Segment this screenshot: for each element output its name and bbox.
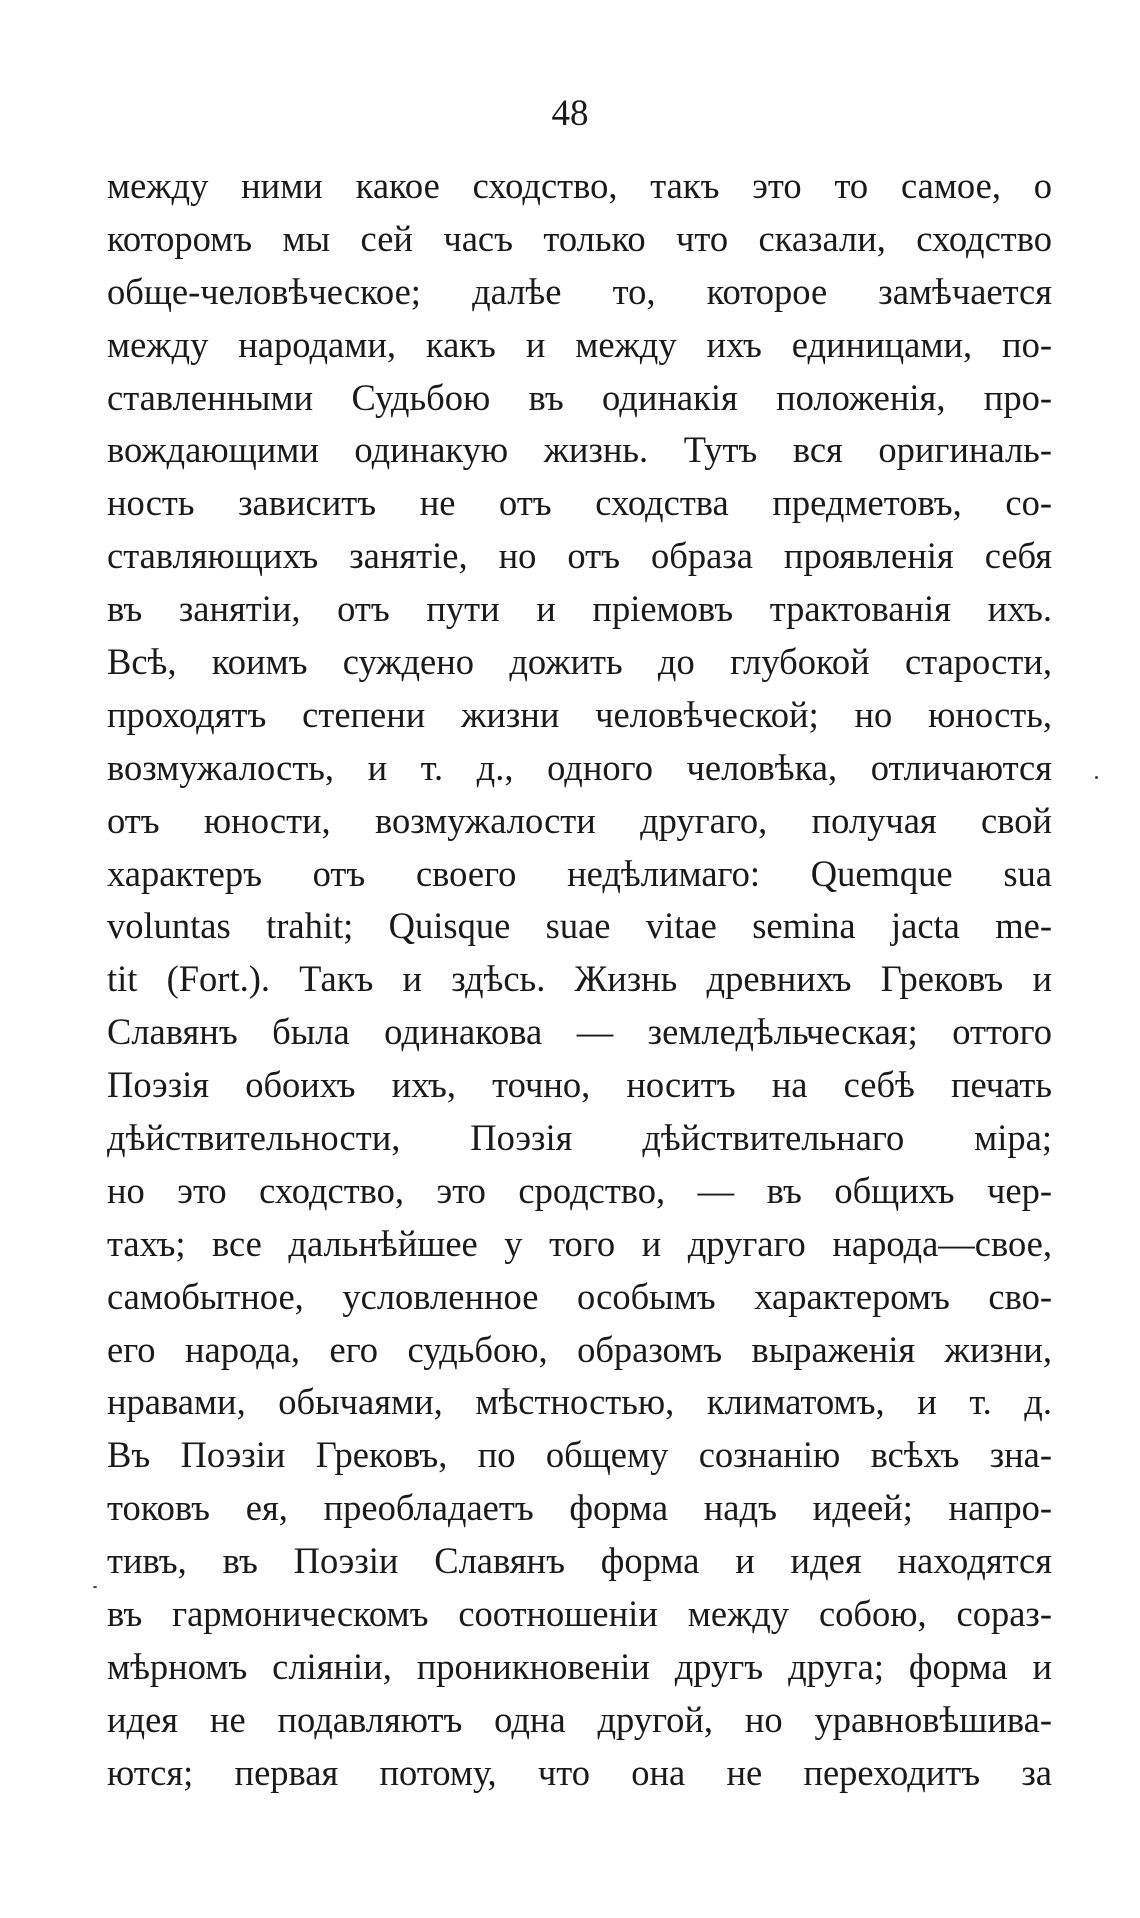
text-line: между ними какое сходство, такъ это то самое, о bbox=[107, 165, 1052, 206]
text-line: проходятъ степени жизни человѣческой; но юность, bbox=[107, 693, 1052, 735]
text-line: обще-человѣческое; далѣе то, которое замѣчается bbox=[107, 270, 1052, 312]
text-line: Всѣ, коимъ суждено дожить до глубокой старости, bbox=[107, 641, 1052, 683]
text-line: самобытное, условленное особымъ характеромъ сво- bbox=[107, 1275, 1052, 1317]
page-number: 48 bbox=[551, 93, 589, 134]
text-line: между народами, какъ и между ихъ единицами, по- bbox=[107, 323, 1052, 365]
print-speck bbox=[1095, 776, 1098, 779]
text-line: токовъ ея, преобладаетъ форма надъ идеей; напро- bbox=[107, 1487, 1052, 1529]
text-line: tit (Fort.). Такъ и здѣсь. Жизнь древнихъ Грековъ и bbox=[107, 958, 1052, 1000]
text-line: его народа, его судьбою, образомъ выраженія жизни, bbox=[107, 1328, 1052, 1370]
text-line: идея не подавляютъ одна другой, но уравновѣшива- bbox=[107, 1698, 1052, 1740]
text-line: возмужалость, и т. д., одного человѣка, отличаются bbox=[107, 746, 1052, 788]
text-line: ются; первая потому, что она не переходитъ за bbox=[107, 1751, 1052, 1793]
text-line: Славянъ была одинакова — земледѣльческая; оттого bbox=[107, 1011, 1052, 1053]
text-line: характеръ отъ своего недѣлимаго: Quemque sua bbox=[107, 852, 1052, 894]
print-speck bbox=[93, 1586, 97, 1588]
text-line: отъ юности, возмужалости другаго, получая свой bbox=[107, 799, 1052, 841]
text-line: voluntas trahit; Quisque suae vitae semina jacta me- bbox=[107, 905, 1052, 947]
text-line: ность зависитъ не отъ сходства предметовъ, со- bbox=[107, 482, 1052, 524]
text-line: тахъ; все дальнѣйшее у того и другаго народа—свое, bbox=[107, 1222, 1052, 1264]
text-line: но это сходство, это сродство, — въ общихъ чер- bbox=[107, 1169, 1052, 1211]
text-line: дѣйствительности, Поэзія дѣйствительнаго міра; bbox=[107, 1117, 1052, 1159]
text-line: тивъ, въ Поэзіи Славянъ форма и идея находятся bbox=[107, 1540, 1052, 1582]
text-line: въ занятіи, отъ пути и пріемовъ трактованія ихъ. bbox=[107, 588, 1052, 630]
body-text bbox=[107, 160, 1052, 1800]
text-line: въ гармоническомъ соотношеніи между собою, сораз- bbox=[107, 1593, 1052, 1635]
text-line: вождающими одинакую жизнь. Тутъ вся оригиналь- bbox=[107, 429, 1052, 471]
text-line: которомъ мы сей часъ только что сказали, сходство bbox=[107, 217, 1052, 259]
text-line: ставляющихъ занятіе, но отъ образа проявленія себя bbox=[107, 535, 1052, 577]
text-line: нравами, обычаями, мѣстностью, климатомъ, и т. д. bbox=[107, 1381, 1052, 1423]
text-line: мѣрномъ сліяніи, проникновеніи другъ друга; форма и bbox=[107, 1645, 1052, 1687]
text-line: ставленными Судьбою въ одинакія положенія, про- bbox=[107, 376, 1052, 418]
text-line: Поэзія обоихъ ихъ, точно, носитъ на себѣ печать bbox=[107, 1064, 1052, 1106]
text-line: Въ Поэзіи Грековъ, по общему сознанію всѣхъ зна- bbox=[107, 1434, 1052, 1476]
